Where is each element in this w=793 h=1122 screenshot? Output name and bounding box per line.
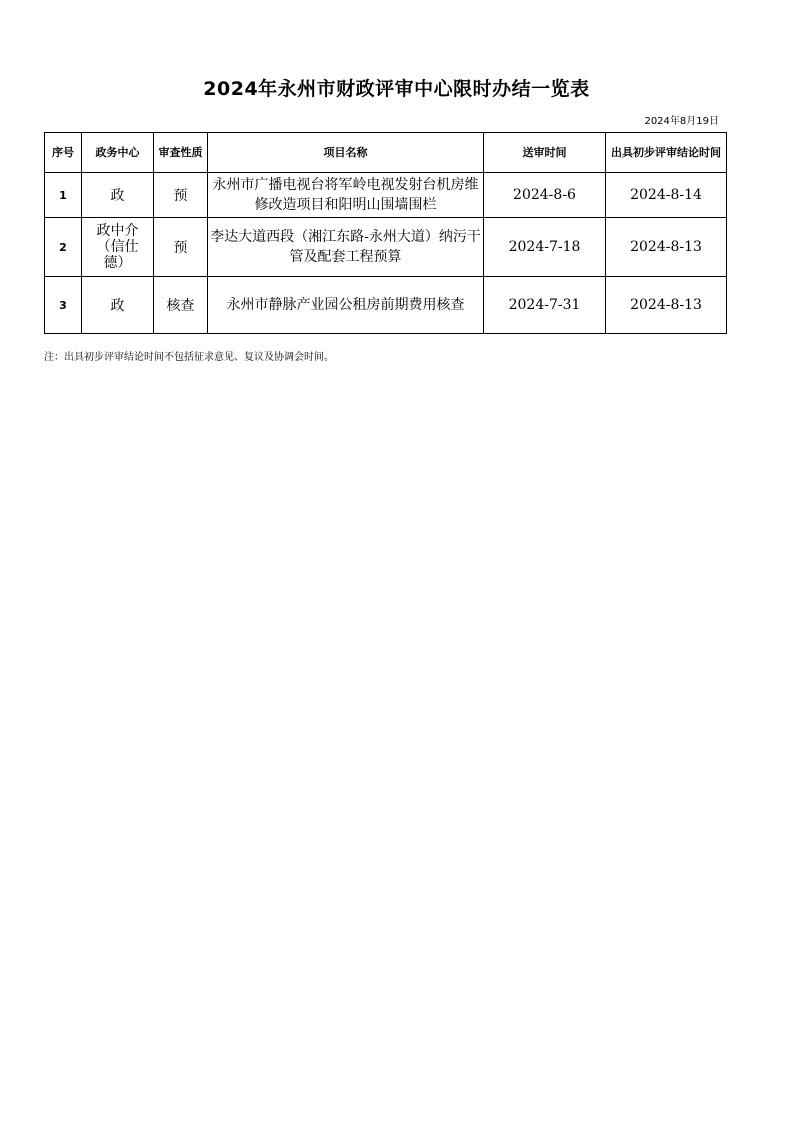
cell-seq: 2 [45,218,82,277]
header-project-name: 项目名称 [208,133,484,173]
project-name-text: 李达大道西段（湘江东路-永州大道）纳污干管及配套工程预算 [210,229,481,265]
cell-nature: 预 [154,173,208,218]
table-row [45,173,727,218]
cell-result-time: 2024-8-13 [606,218,727,277]
cell-submit-time: 2024-7-18 [484,218,606,277]
cell-seq: 3 [45,277,82,334]
table-row [45,277,727,334]
center-text: 政中介（信仕德） [96,223,139,271]
cell-project-name [208,173,484,218]
cell-result-time: 2024-8-14 [606,173,727,218]
table-header-row [45,133,727,173]
cell-center: 政 [82,277,154,334]
header-nature: 审查性质 [154,133,208,173]
cell-nature: 核查 [154,277,208,334]
processing-table [44,132,727,334]
cell-center [82,218,154,277]
cell-project-name [208,218,484,277]
header-center: 政务中心 [82,133,154,173]
header-submit-time: 送审时间 [484,133,606,173]
page-title: 2024年永州市财政评审中心限时办结一览表 [203,78,590,100]
cell-center: 政 [82,173,154,218]
cell-submit-time: 2024-8-6 [484,173,606,218]
cell-seq: 1 [45,173,82,218]
cell-submit-time: 2024-7-31 [484,277,606,334]
cell-result-time: 2024-8-13 [606,277,727,334]
header-result-time: 出具初步评审结论时间 [606,133,727,173]
footnote: 注：出具初步评审结论时间不包括征求意见、复议及协调会时间。 [44,352,334,363]
cell-nature: 预 [154,218,208,277]
cell-project-name [208,277,484,334]
project-name-text: 永州市广播电视台将军岭电视发射台机房维修改造项目和阳明山围墙围栏 [212,177,479,213]
project-name-text: 永州市静脉产业园公租房前期费用核查 [226,297,465,313]
header-seq: 序号 [45,133,82,173]
report-date: 2024年8月19日 [644,116,719,127]
table-row [45,218,727,277]
